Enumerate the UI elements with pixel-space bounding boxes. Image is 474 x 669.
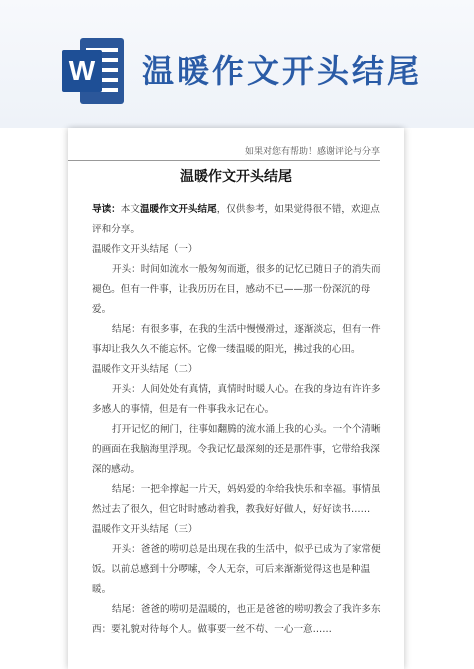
section-heading: 温暖作文开头结尾（一） [92, 244, 198, 255]
banner-title: 温暖作文开头结尾 [142, 52, 423, 90]
document-page [68, 128, 404, 669]
paragraph: 结尾：一把伞撑起一片天，妈妈爱的伞给我快乐和幸福。事情虽然过去了很久，但它时时感动着我，教我好好做人，好好读书…… [92, 484, 381, 515]
section-heading: 温暖作文开头结尾（三） [92, 524, 198, 535]
word-document-icon [62, 38, 124, 104]
paragraph: 结尾：有很多事，在我的生活中慢慢滑过，逐渐淡忘，但有一件事却让我久久不能忘怀。它像一缕温暖的阳光，拂过我的心田。 [92, 324, 381, 355]
banner [0, 0, 474, 128]
paragraph: 开头：时间如流水一般匆匆而逝，很多的记忆已随日子的消失而褪色。但有一件事，让我历历在目，感动不已——那一份深沉的母爱。 [92, 264, 381, 315]
intro-strong: 温暖作文开头结尾 [139, 204, 217, 215]
document-title: 温暖作文开头结尾 [180, 169, 292, 185]
intro-paragraph [92, 200, 382, 240]
header-note: 如果对您有帮助！感谢评论与分享 [68, 144, 380, 161]
intro-prefix: 本文 [120, 204, 140, 215]
svg-text:W: W [68, 55, 96, 86]
document-body [92, 200, 382, 640]
section-heading: 温暖作文开头结尾（二） [92, 364, 198, 375]
paragraph: 开头：人间处处有真情，真情时时暖人心。在我的身边有许许多多感人的事情，但是有一件事我永记在心。 [92, 384, 381, 415]
intro-rest: ，仅供参考，如果觉得很不错，欢迎点评和分享。 [92, 204, 380, 235]
paragraph: 结尾：爸爸的唠叨是温暖的，也正是爸爸的唠叨教会了我许多东西：要礼貌对待每个人。做事要一丝不苟、一心一意…… [92, 604, 381, 635]
intro-label: 导读： [92, 204, 121, 215]
paragraph: 打开记忆的闸门，往事如翻腾的流水涌上我的心头。一个个清晰的画面在我脑海里浮现。令我记忆最深刻的还是那件事，它带给我深深的感动。 [92, 424, 381, 475]
paragraph: 开头：爸爸的唠叨总是出现在我的生活中，似乎已成为了家常便饭。以前总感到十分啰嗦，令人无奈，可后来渐渐觉得这也是种温暖。 [92, 544, 381, 595]
